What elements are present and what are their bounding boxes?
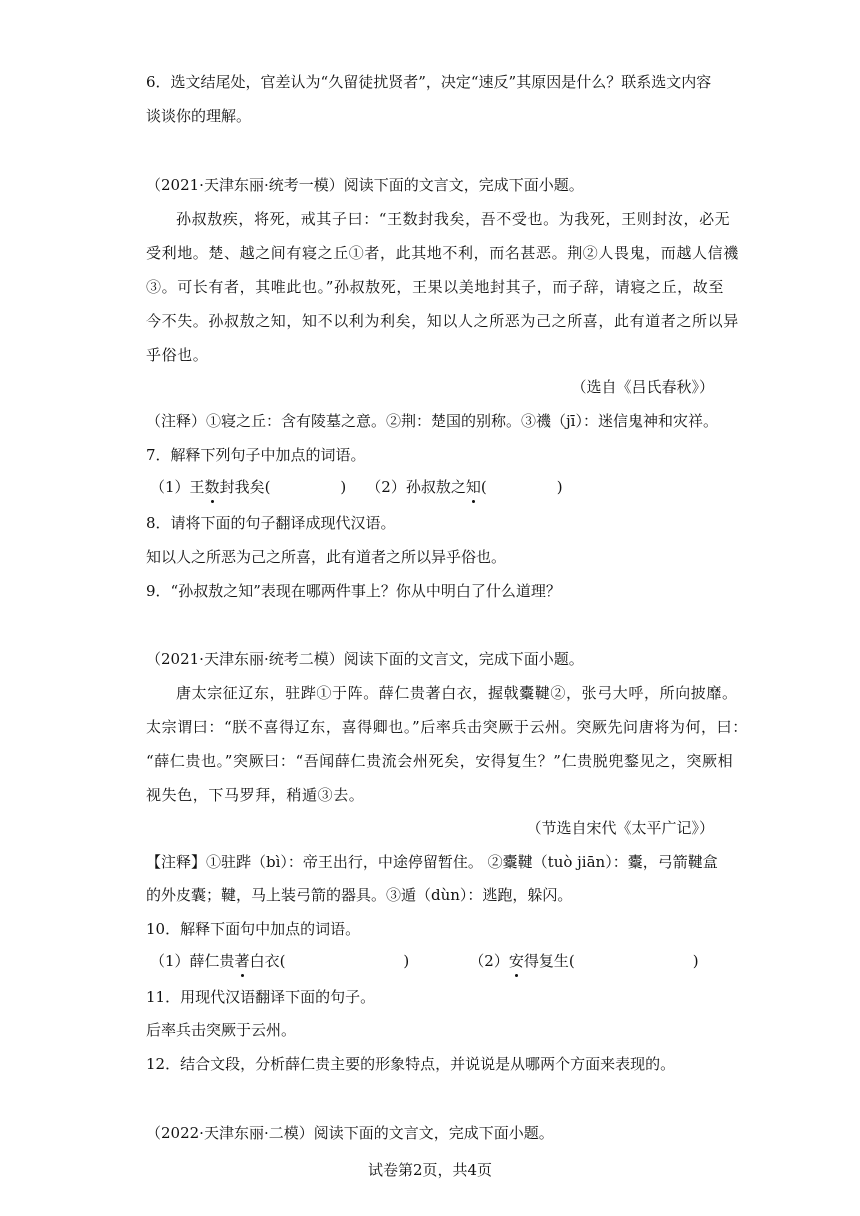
question-10-items <box>150 951 699 971</box>
question-12-prompt: 12．结合文段，分析薛仁贵主要的形象特点，并说说是从哪两个方面来表现的。 <box>146 1055 676 1073</box>
question-6-line-2: 谈谈你的理解。 <box>146 107 252 125</box>
passage-2-citation: （节选自宋代《太平广记》） <box>526 819 714 837</box>
passage-1-notes: （注释）①寝之丘：含有陵墓之意。②荆：楚国的别称。③禨（jī）：迷信鬼神和灾祥。 <box>146 412 718 430</box>
passage-1-source-header: （2021·天津东丽·统考一模）阅读下面的文言文，完成下面小题。 <box>146 176 584 194</box>
passage-2-source-header: （2021·天津东丽·统考二模）阅读下面的文言文，完成下面小题。 <box>146 650 584 668</box>
passage-1-text-line: 孙叔敖疾，将死，戒其子曰：“王数封我矣，吾不受也。为我死，王则封汝，必无 <box>176 210 731 228</box>
question-10-2-close: ) <box>692 952 699 970</box>
passage-2-notes-line-2: 的外皮囊；鞬，马上装弓箭的器具。③遁（dùn）：逃跑，躲闪。 <box>146 886 573 904</box>
question-7-prompt: 7．解释下列句子中加点的词语。 <box>146 446 366 464</box>
page-footer: 试卷第2页，共4页 <box>367 1161 493 1179</box>
question-11-prompt: 11．用现代汉语翻译下面的句子。 <box>146 988 376 1006</box>
passage-2-text-line: 唐太宗征辽东，驻跸①于阵。薛仁贵著白衣，握戟櫜鞬②，张弓大呼，所向披靡。 <box>176 684 738 702</box>
question-6-line-1: 6．选文结尾处，官差认为“久留徒扰贤者”，决定“速反”其原因是什么？联系选文内容 <box>146 73 712 91</box>
question-10-2-suffix: 得复生( <box>523 952 575 970</box>
passage-1-text-line: ③。可长有者，其唯此也。”孙叔敖死，王果以美地封其子，而子辞，请寝之丘，故至 <box>146 278 724 296</box>
passage-1-text-line: 乎俗也。 <box>146 346 209 364</box>
question-7-1-prefix: （1）王 <box>150 478 205 496</box>
question-7-items <box>150 477 563 497</box>
question-10-2-dotted-word: 安 <box>508 952 524 970</box>
passage-2-notes-line-1: 【注释】①驻跸（bì）：帝王出行，中途停留暂住。 ②櫜鞬（tuò jiān）：櫜，弓箭鞬盒 <box>146 853 718 871</box>
question-9-prompt: 9．“孙叔敖之知”表现在哪两件事上？你从中明白了什么道理？ <box>146 582 561 600</box>
question-7-2-prefix: （2）孙叔敖之 <box>366 478 466 496</box>
question-10-1-suffix: 白衣( <box>249 952 286 970</box>
passage-2-text-line: 视失色，下马罗拜，稍遁③去。 <box>146 786 365 804</box>
question-10-prompt: 10．解释下面句中加点的词语。 <box>146 920 361 938</box>
question-7-2-close: ) <box>556 478 563 496</box>
question-11-sentence: 后率兵击突厥于云州。 <box>146 1021 297 1039</box>
question-10-1-dotted-word: 著 <box>234 952 250 970</box>
passage-1-text-line: 受利地。楚、越之间有寝之丘①者，此其地不利，而名甚恶。荆②人畏鬼，而越人信禨 <box>146 244 739 262</box>
question-10-1-prefix: （1）薛仁贵 <box>150 952 235 970</box>
passage-1-text-line: 今不失。孙叔敖之知，知不以利为利矣，知以人之所恶为己之所喜，此有道者之所以异 <box>146 312 739 330</box>
question-8-prompt: 8．请将下面的句子翻译成现代汉语。 <box>146 514 396 532</box>
passage-2-text-line: “薛仁贵也。”突厥曰：“吾闻薛仁贵流会州死矣，安得复生？”仁贵脱兜鍪见之，突厥相 <box>146 752 734 770</box>
question-10-1-close: ) <box>403 952 410 970</box>
question-7-2-dotted-word: 知 <box>465 478 481 496</box>
question-10-2-prefix: （2） <box>469 952 509 970</box>
question-7-1-dotted-word: 数 <box>204 478 220 496</box>
question-7-1-close: ) <box>340 478 347 496</box>
question-7-1-suffix: 封我矣( <box>219 478 271 496</box>
passage-1-citation: （选自《吕氏春秋》） <box>571 378 714 396</box>
passage-2-text-line: 太宗谓曰：“朕不喜得辽东，喜得卿也。”后率兵击突厥于云州。突厥先问唐将为何，曰： <box>146 718 748 736</box>
question-8-sentence: 知以人之所恶为己之所喜，此有道者之所以异乎俗也。 <box>146 548 507 566</box>
question-7-2-suffix: ( <box>480 478 487 496</box>
passage-3-source-header: （2022·天津东丽·二模）阅读下面的文言文，完成下面小题。 <box>146 1124 554 1142</box>
